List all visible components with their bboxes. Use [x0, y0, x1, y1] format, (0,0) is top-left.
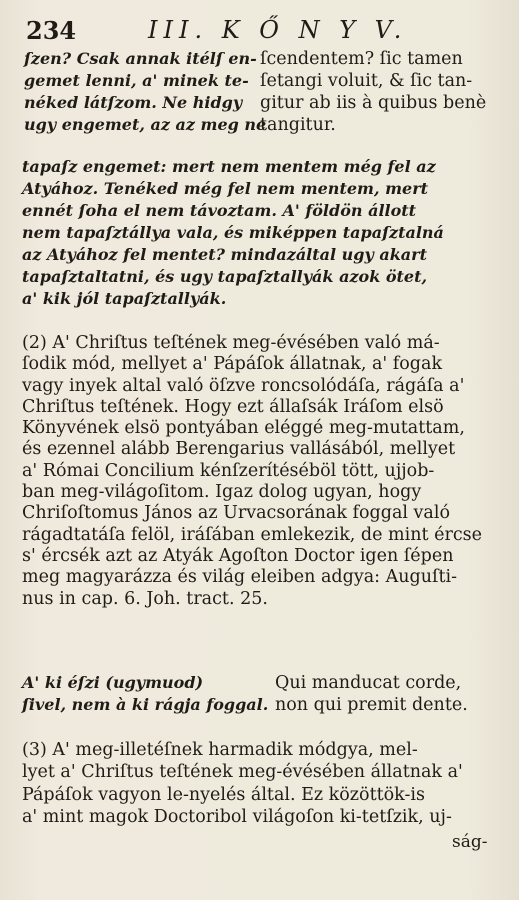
paragraph-3	[22, 739, 502, 829]
right-column-latin	[260, 48, 500, 136]
italic-line: tapaſz engemet: mert nem mentem még fel az	[22, 157, 436, 176]
paragraph-line: nus in cap. 6. Joh. tract. 25.	[22, 588, 268, 609]
italic-block	[22, 156, 502, 310]
italic-line: az Atyához fel mentet? mindazáltal ugy akart	[22, 245, 427, 264]
quote-latin	[275, 672, 515, 716]
italic-line: Atyához. Tenéked még fel nem mentem, mert	[22, 179, 429, 198]
italic-line: nem tapaſztállya vala, és miképpen tapaſztalná	[22, 223, 444, 242]
paragraph-line: ſodik mód, mellyet a' Pápáſok állatnak, a' fogak	[22, 354, 443, 375]
page-number: 234	[26, 16, 77, 45]
paragraph-line: meg magyarázza és világ eleiben adgya: Auguſti-	[22, 567, 457, 588]
running-header	[26, 14, 496, 46]
paragraph-line: ban meg-világoſitom. Igaz dolog ugyan, hogy	[22, 482, 422, 503]
quote-line: ſivel, nem à ki rágja foggal.	[22, 695, 269, 714]
italic-line: a' kik jól tapaſztallyák.	[22, 289, 227, 308]
paragraph-line: és ezennel alább Berengarius vallásából, mellyet	[22, 439, 456, 460]
left-line: ſzen? Csak annak itélſ en-	[24, 49, 257, 68]
quote-line: non qui premit dente.	[275, 695, 468, 715]
paragraph-2	[22, 333, 502, 610]
paragraph-line: lyet a' Chriſtus teſtének meg-évésében állatnak a'	[22, 762, 463, 783]
left-column-gloss	[24, 48, 267, 136]
left-line: néked látſzom. Ne hidgy	[24, 93, 243, 112]
right-line: ſetangi voluit, & ſic tan-	[260, 71, 473, 91]
italic-line: tapaſztaltatni, és ugy tapaſztallyák azok ötet,	[22, 267, 428, 286]
left-line: gemet lenni, a' minek te-	[24, 71, 249, 90]
right-line: ſcendentem? ſic tamen	[260, 49, 463, 69]
right-line: tangitur.	[260, 115, 336, 135]
italic-line: ennét ſoha el nem távoztam. A' földön állott	[22, 201, 417, 220]
paragraph-line: (2) A' Chriſtus teſtének meg-évésében való má-	[22, 333, 440, 353]
quote-line: A' ki éſzi (ugymuod)	[22, 673, 204, 692]
paragraph-line: a' mint magok Doctoribol világoſon ki-tetſzik, uj-	[22, 807, 452, 828]
paragraph-line: rágadtatáſa felöl, iráſában emlekezik, de mint ércse	[22, 524, 482, 545]
paragraph-line: Chriſoſtomus János az Urvacsorának foggal való	[22, 503, 450, 524]
catchword: ság-	[452, 832, 488, 852]
book-title: III. K Ő N Y V.	[148, 16, 408, 44]
paragraph-line: s' ércsék azt az Atyák Agoſton Doctor igen ſépen	[22, 545, 454, 566]
left-line: ugy engemet, az az meg ne	[24, 115, 267, 134]
paragraph-line: Pápáſok vagyon le-nyelés által. Ez közöttök-is	[22, 784, 425, 805]
paragraph-line: a' Római Concilium kénſzerítéséböl tött, ujjob-	[22, 460, 435, 481]
paragraph-line: vagy inyek altal való öſzve roncsolódáſa, rágáſa a'	[22, 375, 465, 396]
paragraph-line: Könyvének elsö pontyában eléggé meg-mutattam,	[22, 418, 465, 439]
quote-line: Qui manducat corde,	[275, 673, 462, 693]
paragraph-line: (3) A' meg-illetéſnek harmadik módgya, mel-	[22, 740, 418, 760]
paragraph-line: Chriſtus teſtének. Hogy ezt állaſsák Iráſom elsö	[22, 396, 444, 417]
right-line: gitur ab iis à quibus benè	[260, 93, 487, 113]
